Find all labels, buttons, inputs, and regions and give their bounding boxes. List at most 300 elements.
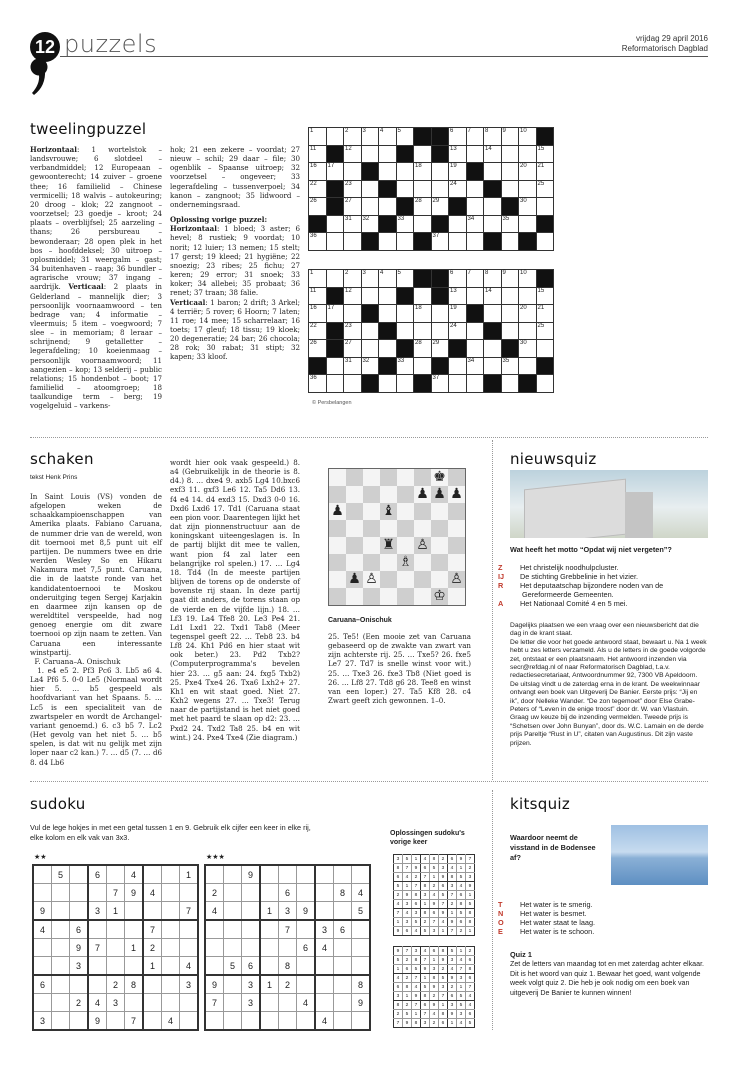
crossword-cell[interactable] xyxy=(361,340,379,358)
sudoku-cell[interactable] xyxy=(88,920,107,939)
crossword-cell[interactable] xyxy=(519,145,537,163)
crossword-cell[interactable] xyxy=(379,287,397,305)
crossword-cell[interactable] xyxy=(396,233,414,251)
sudoku-solution-cell: 6 xyxy=(430,947,439,956)
sudoku-cell[interactable] xyxy=(180,920,199,939)
crossword-cell[interactable]: 19 xyxy=(449,305,467,323)
crossword-cell[interactable] xyxy=(501,322,519,340)
crossword-cell[interactable] xyxy=(361,145,379,163)
crossword-cell[interactable] xyxy=(414,357,432,375)
crossword-cell[interactable] xyxy=(466,198,484,216)
crossword-grid-bottom[interactable] xyxy=(308,269,554,393)
sudoku-cell[interactable] xyxy=(297,1012,316,1031)
sudoku-cell[interactable] xyxy=(352,865,371,884)
crossword-cell[interactable]: 25 xyxy=(536,180,554,198)
crossword-cell[interactable] xyxy=(361,322,379,340)
crossword-cell[interactable] xyxy=(379,375,397,393)
sudoku-solution-cell: 4 xyxy=(457,956,466,965)
crossword-grid-top[interactable] xyxy=(308,127,554,251)
sudoku-solution-cell: 9 xyxy=(448,918,457,927)
sudoku-solution-cell: 1 xyxy=(448,909,457,918)
crossword-cell[interactable]: 16 xyxy=(309,163,327,181)
sudoku-cell[interactable] xyxy=(125,994,144,1012)
nieuwsquiz-image xyxy=(510,470,708,538)
crossword-cell[interactable]: 29 xyxy=(431,198,449,216)
crossword-cell[interactable] xyxy=(344,375,362,393)
crossword-cell[interactable] xyxy=(379,198,397,216)
sudoku-solution-cell: 6 xyxy=(403,927,412,936)
sudoku-cell[interactable] xyxy=(224,884,242,902)
sudoku-cell[interactable] xyxy=(352,920,371,939)
sudoku-cell[interactable] xyxy=(242,884,261,902)
crossword-cell[interactable]: 5 xyxy=(396,270,414,288)
sudoku-solution-cell: 1 xyxy=(439,927,448,936)
sudoku-cell[interactable] xyxy=(52,957,70,976)
sudoku-cell[interactable] xyxy=(162,994,180,1012)
crossword-cell[interactable]: 35 xyxy=(501,215,519,233)
sudoku-cell[interactable] xyxy=(107,865,125,884)
sudoku-cell[interactable] xyxy=(52,975,70,994)
sudoku-cell[interactable] xyxy=(205,865,224,884)
crossword-cell[interactable]: 21 xyxy=(536,163,554,181)
sudoku-cell[interactable] xyxy=(297,865,316,884)
sudoku-cell[interactable] xyxy=(242,902,261,921)
crossword-cell[interactable]: 20 xyxy=(519,305,537,323)
sudoku-cell[interactable] xyxy=(242,920,261,939)
crossword-cell[interactable] xyxy=(519,180,537,198)
sudoku-cell[interactable] xyxy=(224,1012,242,1031)
crossword-cell[interactable] xyxy=(326,375,344,393)
sudoku-cell[interactable] xyxy=(205,957,224,976)
crossword-cell[interactable]: 28 xyxy=(414,198,432,216)
sudoku-cell[interactable] xyxy=(334,994,352,1012)
chess-square xyxy=(346,537,363,554)
sudoku-cell[interactable] xyxy=(143,1012,162,1031)
crossword-cell[interactable]: 19 xyxy=(449,163,467,181)
sudoku-cell[interactable] xyxy=(180,1012,199,1031)
crossword-cell[interactable] xyxy=(414,180,432,198)
crossword-cell[interactable]: 22 xyxy=(309,322,327,340)
sudoku-cell[interactable] xyxy=(224,865,242,884)
crossword-cell[interactable] xyxy=(484,357,502,375)
crossword-black-cell xyxy=(361,233,379,251)
kitsquiz-option xyxy=(498,927,708,936)
crossword-cell[interactable] xyxy=(344,233,362,251)
crossword-cell[interactable] xyxy=(466,145,484,163)
crossword-black-cell xyxy=(379,180,397,198)
crossword-cell[interactable]: 18 xyxy=(414,163,432,181)
crossword-cell[interactable] xyxy=(501,180,519,198)
sudoku-cell[interactable] xyxy=(88,975,107,994)
sudoku-cell[interactable] xyxy=(260,1012,279,1031)
sudoku-cell[interactable] xyxy=(107,957,125,976)
sudoku-cell[interactable] xyxy=(334,902,352,921)
crossword-cell[interactable]: 31 xyxy=(344,357,362,375)
crossword-cell[interactable]: 11 xyxy=(309,145,327,163)
sudoku-solution-cell: 8 xyxy=(466,918,475,927)
crossword-cell[interactable]: 17 xyxy=(326,305,344,323)
chess-square xyxy=(363,503,380,520)
crossword-cell[interactable]: 8 xyxy=(484,128,502,146)
kitsquiz-option xyxy=(498,918,708,927)
crossword-cell[interactable]: 37 xyxy=(431,233,449,251)
crossword-cell[interactable]: 31 xyxy=(344,215,362,233)
crossword-cell[interactable] xyxy=(519,322,537,340)
crossword-cell[interactable]: 21 xyxy=(536,305,554,323)
crossword-cell[interactable] xyxy=(501,145,519,163)
crossword-cell[interactable] xyxy=(466,287,484,305)
crossword-cell[interactable] xyxy=(501,305,519,323)
crossword-cell[interactable]: 22 xyxy=(309,180,327,198)
crossword-cell[interactable] xyxy=(361,180,379,198)
sudoku-cell[interactable] xyxy=(352,1012,371,1031)
sudoku-cell[interactable] xyxy=(52,994,70,1012)
chess-square xyxy=(346,486,363,503)
crossword-cell[interactable]: 9 xyxy=(501,128,519,146)
chess-square xyxy=(363,554,380,571)
crossword-cell[interactable] xyxy=(414,145,432,163)
crossword-cell[interactable] xyxy=(536,233,554,251)
crossword-cell[interactable]: 10 xyxy=(519,128,537,146)
crossword-cell[interactable]: 28 xyxy=(414,340,432,358)
crossword-cell[interactable] xyxy=(361,287,379,305)
crossword-cell[interactable]: 16 xyxy=(309,305,327,323)
sudoku-cell[interactable] xyxy=(88,884,107,902)
sudoku-cell[interactable] xyxy=(334,939,352,957)
crossword-cell[interactable] xyxy=(501,287,519,305)
crossword-cell[interactable] xyxy=(466,375,484,393)
crossword-cell[interactable] xyxy=(431,305,449,323)
crossword-cell[interactable]: 7 xyxy=(466,270,484,288)
crossword-cell[interactable] xyxy=(501,233,519,251)
sudoku-grid-2[interactable] xyxy=(204,864,371,1031)
crossword-cell[interactable] xyxy=(414,215,432,233)
sudoku-cell[interactable] xyxy=(33,957,52,976)
sudoku-cell[interactable] xyxy=(180,939,199,957)
crossword-cell[interactable]: 26 xyxy=(309,198,327,216)
sudoku-cell[interactable] xyxy=(125,902,144,921)
sudoku-cell[interactable] xyxy=(224,902,242,921)
crossword-cell[interactable]: 1 xyxy=(309,270,327,288)
crossword-cell[interactable] xyxy=(379,163,397,181)
sudoku-solution-cell: 8 xyxy=(439,1010,448,1019)
sudoku-cell[interactable] xyxy=(162,865,180,884)
sudoku-cell[interactable] xyxy=(205,1012,224,1031)
sudoku-cell[interactable] xyxy=(297,957,316,976)
sudoku-cell[interactable] xyxy=(107,1012,125,1031)
crossword-cell[interactable] xyxy=(326,233,344,251)
crossword-cell[interactable]: 35 xyxy=(501,357,519,375)
sudoku-cell[interactable] xyxy=(162,884,180,902)
sudoku-cell[interactable] xyxy=(162,957,180,976)
crossword-cell[interactable] xyxy=(501,163,519,181)
crossword-cell[interactable]: 14 xyxy=(484,145,502,163)
sudoku-cell[interactable] xyxy=(224,939,242,957)
crossword-cell[interactable] xyxy=(484,215,502,233)
crossword-cell[interactable] xyxy=(361,198,379,216)
crossword-cell[interactable] xyxy=(326,215,344,233)
sudoku-cell[interactable] xyxy=(260,957,279,976)
sudoku-solution-cell: 5 xyxy=(439,974,448,983)
crossword-cell[interactable] xyxy=(379,305,397,323)
crossword-cell[interactable]: 37 xyxy=(431,375,449,393)
sudoku-cell[interactable] xyxy=(70,902,89,921)
crossword-cell[interactable] xyxy=(536,198,554,216)
kitsquiz-question: Waardoor neemt de visstand in de Bodensee af? xyxy=(510,833,596,862)
sudoku-cell[interactable] xyxy=(242,939,261,957)
sudoku-cell[interactable] xyxy=(279,1012,297,1031)
crossword-cell[interactable]: 18 xyxy=(414,305,432,323)
sudoku-cell[interactable] xyxy=(279,994,297,1012)
crossword-cell[interactable]: 12 xyxy=(344,287,362,305)
crossword-cell[interactable]: 30 xyxy=(519,340,537,358)
crossword-cell[interactable] xyxy=(466,180,484,198)
sudoku-cell[interactable] xyxy=(52,1012,70,1031)
crossword-cell[interactable] xyxy=(344,305,362,323)
crossword-cell[interactable]: 34 xyxy=(466,215,484,233)
sudoku-cell[interactable] xyxy=(205,920,224,939)
sudoku-cell[interactable] xyxy=(224,975,242,994)
crossword-cell[interactable]: 32 xyxy=(361,357,379,375)
sudoku-cell[interactable] xyxy=(162,975,180,994)
crossword-cell[interactable] xyxy=(326,128,344,146)
crossword-cell[interactable]: 32 xyxy=(361,215,379,233)
sudoku-cell[interactable] xyxy=(52,902,70,921)
crossword-cell[interactable]: 5 xyxy=(396,128,414,146)
sudoku-cell[interactable] xyxy=(162,920,180,939)
sudoku-cell[interactable] xyxy=(334,865,352,884)
sudoku-solution-cell: 6 xyxy=(394,873,403,882)
sudoku-solution-cell: 6 xyxy=(457,918,466,927)
crossword-cell[interactable]: 30 xyxy=(519,198,537,216)
sudoku-cell[interactable] xyxy=(260,920,279,939)
sudoku-cell[interactable] xyxy=(52,884,70,902)
crossword-cell[interactable]: 10 xyxy=(519,270,537,288)
crossword-cell[interactable]: 33 xyxy=(396,215,414,233)
sudoku-solution-cell: 7 xyxy=(466,855,475,864)
crossword-cell[interactable] xyxy=(466,233,484,251)
sudoku-cell[interactable] xyxy=(162,939,180,957)
sudoku-solution-cell: 2 xyxy=(403,974,412,983)
sudoku-cell[interactable] xyxy=(334,1012,352,1031)
sudoku-cell[interactable] xyxy=(88,957,107,976)
crossword-cell[interactable] xyxy=(536,340,554,358)
crossword-cell[interactable] xyxy=(396,305,414,323)
crossword-black-cell xyxy=(396,287,414,305)
crossword-cell[interactable]: 24 xyxy=(449,180,467,198)
sudoku-cell[interactable] xyxy=(297,975,316,994)
crossword-cell[interactable]: 25 xyxy=(536,322,554,340)
sudoku-cell[interactable] xyxy=(260,865,279,884)
chess-square xyxy=(397,520,414,537)
crossword-cell[interactable]: 34 xyxy=(466,357,484,375)
sudoku-cell[interactable] xyxy=(180,994,199,1012)
sudoku-cell[interactable] xyxy=(260,994,279,1012)
crossword-cell[interactable]: 11 xyxy=(309,287,327,305)
crossword-cell[interactable]: 36 xyxy=(309,233,327,251)
crossword-cell[interactable]: 3 xyxy=(361,270,379,288)
sudoku-cell[interactable] xyxy=(107,920,125,939)
sudoku-solution-cell: 4 xyxy=(421,855,430,864)
crossword-cell[interactable]: 9 xyxy=(501,270,519,288)
crossword-cell[interactable] xyxy=(396,180,414,198)
sudoku-solution-cell: 7 xyxy=(412,1001,421,1010)
sudoku-cell[interactable] xyxy=(33,994,52,1012)
sudoku-cell[interactable] xyxy=(52,939,70,957)
crossword-cell[interactable] xyxy=(396,163,414,181)
chess-square xyxy=(431,554,448,571)
crossword-cell[interactable]: 29 xyxy=(431,340,449,358)
crossword-cell[interactable] xyxy=(466,322,484,340)
crossword-cell[interactable]: 13 xyxy=(449,287,467,305)
chess-square xyxy=(346,520,363,537)
chess-square xyxy=(397,588,414,606)
sudoku-cell[interactable] xyxy=(297,920,316,939)
crossword-cell[interactable]: 20 xyxy=(519,163,537,181)
crossword-black-cell xyxy=(414,270,432,288)
sudoku-cell[interactable] xyxy=(315,865,334,884)
crossword-cell[interactable] xyxy=(519,215,537,233)
crossword-cell[interactable]: 6 xyxy=(449,270,467,288)
sudoku-cell[interactable] xyxy=(205,939,224,957)
crossword-cell[interactable] xyxy=(449,357,467,375)
sudoku-cell[interactable] xyxy=(125,920,144,939)
sudoku-cell: 5 xyxy=(52,865,70,884)
sudoku-cell[interactable] xyxy=(334,975,352,994)
crossword-cell[interactable]: 15 xyxy=(536,287,554,305)
sudoku-cell[interactable] xyxy=(315,957,334,976)
sudoku-cell[interactable] xyxy=(242,1012,261,1031)
crossword-black-cell xyxy=(431,287,449,305)
sudoku-solution-cell: 3 xyxy=(439,983,448,992)
crossword-cell[interactable]: 26 xyxy=(309,340,327,358)
crossword-cell[interactable] xyxy=(519,287,537,305)
sudoku-cell[interactable] xyxy=(52,920,70,939)
crossword-cell[interactable]: 7 xyxy=(466,128,484,146)
crossword-cell[interactable] xyxy=(326,357,344,375)
nieuwsquiz-options xyxy=(498,563,708,608)
sudoku-cell[interactable] xyxy=(107,939,125,957)
sudoku-cell[interactable] xyxy=(315,902,334,921)
crossword-cell[interactable] xyxy=(431,322,449,340)
crossword-cell[interactable]: 3 xyxy=(361,128,379,146)
sudoku-cell[interactable] xyxy=(260,884,279,902)
crossword-cell[interactable] xyxy=(379,233,397,251)
sudoku-cell[interactable] xyxy=(143,975,162,994)
crossword-cell[interactable] xyxy=(326,270,344,288)
crossword-cell[interactable]: 27 xyxy=(344,340,362,358)
crossword-cell[interactable] xyxy=(536,375,554,393)
crossword-cell[interactable]: 6 xyxy=(449,128,467,146)
crossword-cell[interactable] xyxy=(484,340,502,358)
crossword-cell[interactable] xyxy=(379,145,397,163)
chess-square xyxy=(363,486,380,503)
chess-piece-square: ♜ xyxy=(380,537,397,554)
chess-square xyxy=(363,588,380,606)
sudoku-cell[interactable] xyxy=(315,994,334,1012)
crossword-cell[interactable]: 12 xyxy=(344,145,362,163)
sudoku-cell[interactable] xyxy=(315,975,334,994)
crossword-cell[interactable] xyxy=(484,163,502,181)
crossword-cell[interactable] xyxy=(449,233,467,251)
sudoku-cell[interactable] xyxy=(125,957,144,976)
sudoku-cell[interactable] xyxy=(297,884,316,902)
sudoku-cell[interactable] xyxy=(180,884,199,902)
crossword-cell[interactable]: 8 xyxy=(484,270,502,288)
sudoku-solution-cell: 1 xyxy=(394,965,403,974)
sudoku-cell[interactable] xyxy=(352,939,371,957)
crossword-cell[interactable] xyxy=(466,340,484,358)
sudoku-solution-cell: 1 xyxy=(412,855,421,864)
sudoku-cell[interactable] xyxy=(315,884,334,902)
crossword-cell[interactable]: 4 xyxy=(379,128,397,146)
crossword-cell[interactable]: 27 xyxy=(344,198,362,216)
sudoku-solution-cell: 6 xyxy=(466,956,475,965)
crossword-cell[interactable]: 4 xyxy=(379,270,397,288)
crossword-cell[interactable]: 14 xyxy=(484,287,502,305)
crossword-cell[interactable] xyxy=(484,198,502,216)
crossword-cell[interactable]: 33 xyxy=(396,357,414,375)
sudoku-cell[interactable] xyxy=(70,865,89,884)
sudoku-cell[interactable] xyxy=(279,939,297,957)
sudoku-cell[interactable] xyxy=(33,884,52,902)
crossword-cell[interactable] xyxy=(396,375,414,393)
crossword-cell[interactable]: 2 xyxy=(344,128,362,146)
crossword-cell[interactable] xyxy=(414,287,432,305)
sudoku-cell[interactable] xyxy=(33,865,52,884)
crossword-cell[interactable] xyxy=(396,322,414,340)
sudoku-cell[interactable] xyxy=(260,939,279,957)
crossword-cell[interactable] xyxy=(344,163,362,181)
crossword-cell[interactable]: 15 xyxy=(536,145,554,163)
sudoku-cell[interactable] xyxy=(143,902,162,921)
crossword-cell[interactable]: 36 xyxy=(309,375,327,393)
crossword-cell[interactable] xyxy=(501,375,519,393)
sudoku-cell[interactable] xyxy=(70,1012,89,1031)
sudoku-cell: 4 xyxy=(352,884,371,902)
sudoku-solution-cell: 7 xyxy=(412,882,421,891)
crossword-cell[interactable] xyxy=(431,163,449,181)
sudoku-cell[interactable] xyxy=(33,939,52,957)
crossword-cell[interactable] xyxy=(379,340,397,358)
crossword-cell[interactable] xyxy=(519,357,537,375)
sudoku-cell[interactable] xyxy=(70,975,89,994)
sudoku-cell[interactable] xyxy=(279,865,297,884)
crossword-cell[interactable] xyxy=(484,305,502,323)
crossword-cell[interactable]: 13 xyxy=(449,145,467,163)
sudoku-cell[interactable] xyxy=(143,994,162,1012)
sudoku-cell[interactable] xyxy=(352,957,371,976)
crossword-cell[interactable]: 17 xyxy=(326,163,344,181)
crossword-cell[interactable] xyxy=(431,180,449,198)
sudoku-cell[interactable] xyxy=(143,865,162,884)
crossword-cell[interactable]: 1 xyxy=(309,128,327,146)
crossword-cell[interactable] xyxy=(449,215,467,233)
sudoku-grid-1[interactable] xyxy=(32,864,199,1031)
sudoku-cell[interactable] xyxy=(224,994,242,1012)
crossword-cell[interactable]: 2 xyxy=(344,270,362,288)
crossword-cell[interactable] xyxy=(414,322,432,340)
sudoku-cell[interactable] xyxy=(334,957,352,976)
sudoku-cell[interactable] xyxy=(162,902,180,921)
crossword-cell[interactable]: 24 xyxy=(449,322,467,340)
sudoku-cell[interactable] xyxy=(70,884,89,902)
crossword-cell[interactable]: 23 xyxy=(344,180,362,198)
crossword-cell[interactable]: 23 xyxy=(344,322,362,340)
crossword-cell[interactable] xyxy=(449,375,467,393)
sudoku-cell[interactable] xyxy=(224,920,242,939)
tweeling-title: tweelingpuzzel xyxy=(30,120,147,138)
